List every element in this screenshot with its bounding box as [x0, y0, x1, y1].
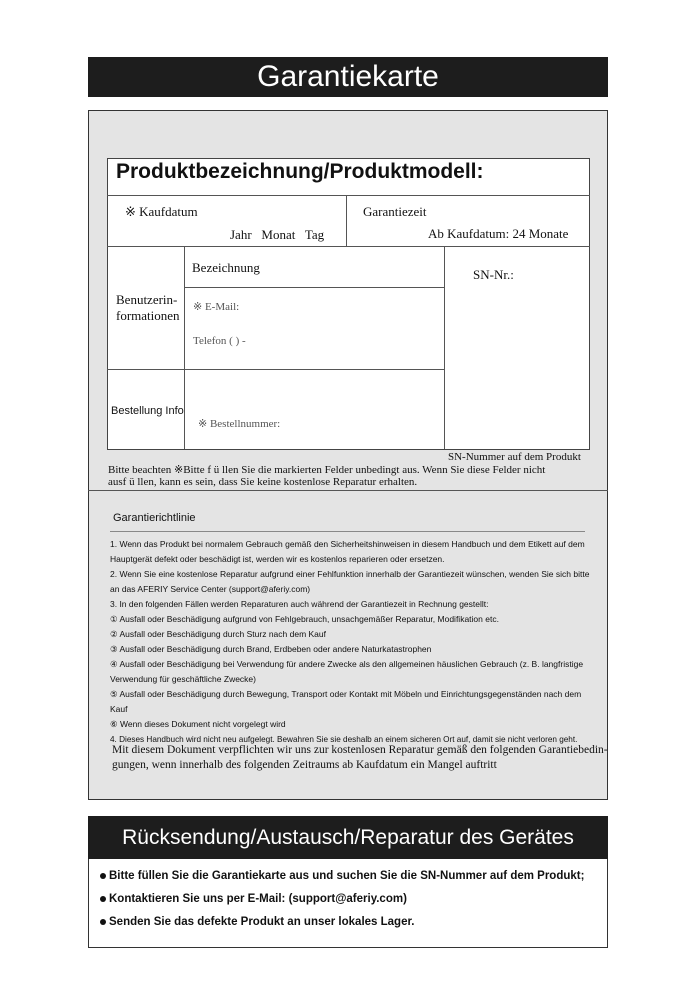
- guideline-closing: [112, 743, 608, 773]
- product-model-label: Produktbezeichnung/Produktmodell:: [116, 160, 484, 183]
- form-divider: [444, 246, 445, 449]
- closing-line: gungen, wenn innerhalb des folgenden Zeitraums ab Kaufdatum ein Mangel auftritt: [112, 759, 497, 771]
- notice-text-line1: Bitte beachten ※Bitte f ü llen Sie die markierten Felder unbedingt aus. Wenn Sie diese Felder nicht: [108, 464, 546, 476]
- return-step-text: Senden Sie das defekte Produkt an unser lokales Lager.: [109, 916, 415, 928]
- form-divider: [346, 195, 347, 246]
- bullet-icon: [100, 919, 106, 925]
- guideline-line: ③ Ausfall oder Beschädigung durch Brand, Erdbeben oder andere Naturkatastrophen: [110, 644, 432, 654]
- return-step-text: Kontaktieren Sie uns per E-Mail: (support@aferiy.com): [109, 893, 407, 905]
- guideline-title-rule: [110, 531, 585, 532]
- form-divider: [107, 369, 444, 370]
- warranty-period-value: Ab Kaufdatum: 24 Monate: [428, 226, 569, 241]
- guideline-line: ⑥ Wenn dieses Dokument nicht vorgelegt wird: [110, 719, 286, 729]
- guideline-line: 4. Dieses Handbuch wird nicht neu aufgelegt. Bewahren Sie sie deshalb an einem sicheren Ort auf, damit sie nicht verloren geht.: [110, 735, 578, 744]
- form-divider: [184, 246, 185, 449]
- bullet-icon: [100, 873, 106, 879]
- date-units: Jahr Monat Tag: [230, 227, 325, 242]
- warranty-period-label: Garantiezeit: [363, 204, 427, 219]
- guideline-line: ④ Ausfall oder Beschädigung bei Verwendung für andere Zwecke als den allgemeinen häuslichen Gebrauch (z. B. langfristige: [110, 659, 584, 669]
- notice-text-line2: ausf ü llen, kann es sein, dass Sie keine kostenlose Reparatur erhalten.: [108, 476, 418, 488]
- phone-field-label: Telefon ( ) -: [193, 335, 246, 347]
- page-title: Garantiekarte: [88, 57, 608, 97]
- guideline-line: 1. Wenn das Produkt bei normalem Gebrauch gemäß den Sicherheitshinweisen in diesem Handbuch und dem Etikett auf dem: [110, 539, 585, 549]
- guideline-line: ② Ausfall oder Beschädigung durch Sturz nach dem Kauf: [110, 629, 326, 639]
- return-step-text: Bitte füllen Sie die Garantiekarte aus und suchen Sie die SN-Nummer auf dem Produkt;: [109, 870, 585, 882]
- guideline-line: an das AFERIY Service Center (support@aferiy.com): [110, 584, 311, 594]
- guideline-line: Hauptgerät defekt oder beschädigt ist, werden wir es kostenlos reparieren oder ersetzen.: [110, 554, 445, 564]
- closing-line: Mit diesem Dokument verpflichten wir uns zur kostenlosen Reparatur gemäß den folgenden Garantiebedin-: [112, 744, 608, 756]
- order-info-label: Bestellung Info: [111, 405, 184, 417]
- return-step: [100, 893, 407, 905]
- return-step: [100, 870, 584, 882]
- guideline-line: Verwendung für geschäftliche Zwecke): [110, 674, 256, 684]
- guideline-line: 2. Wenn Sie eine kostenlose Reparatur aufgrund einer Fehlfunktion innerhalb der Garantiezeit wünschen, wenden Sie sich bitte: [110, 569, 590, 579]
- name-field-label: Bezeichnung: [192, 260, 260, 275]
- guideline-line: 3. In den folgenden Fällen werden Reparaturen auch während der Garantiezeit in Rechnung gestellt:: [110, 599, 489, 609]
- serial-number-note: SN-Nummer auf dem Produkt: [448, 451, 581, 463]
- bullet-icon: [100, 896, 106, 902]
- serial-number-label: SN-Nr.:: [473, 267, 514, 282]
- guideline-line: ① Ausfall oder Beschädigung aufgrund von Fehlgebrauch, unsachgemäßer Reparatur, Modifikation etc.: [110, 614, 499, 624]
- form-divider: [184, 287, 444, 288]
- user-info-label: Benutzerin- formationen: [116, 292, 180, 323]
- email-field-label: ※ E-Mail:: [193, 301, 240, 313]
- section-divider: [88, 490, 608, 491]
- guideline-title: Garantierichtlinie: [113, 512, 196, 524]
- guideline-line: Kauf: [110, 704, 128, 714]
- form-divider: [107, 246, 590, 247]
- return-step: [100, 916, 415, 928]
- order-number-label: ※ Bestellnummer:: [198, 418, 281, 430]
- form-divider: [107, 195, 590, 196]
- guideline-line: ⑤ Ausfall oder Beschädigung durch Bewegung, Transport oder Kontakt mit Möbeln und Einrichtungsgegenständen nach dem: [110, 689, 582, 699]
- purchase-date-label: ※ Kaufdatum: [125, 204, 198, 219]
- return-section-title: Rücksendung/Austausch/Reparatur des Gerätes: [88, 816, 608, 859]
- guideline-list: [110, 537, 590, 747]
